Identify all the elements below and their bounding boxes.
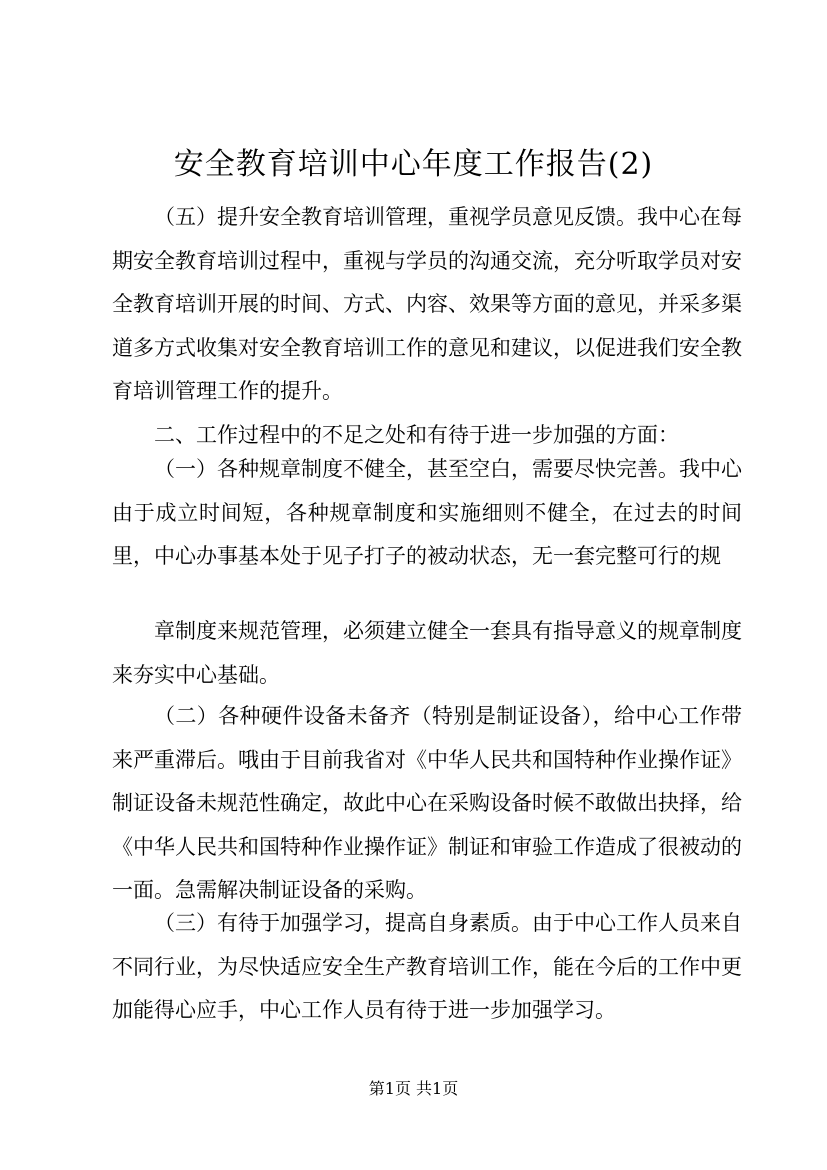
paragraph-strengthen-learning: （三）有待于加强学习，提高自身素质。由于中心工作人员来自不同行业，为尽快适应安全生产教育培训工作，能在今后的工作中更加能得心应手，中心工作人员有待于进一步加强学习。 bbox=[112, 911, 742, 1022]
paragraph-hardware-equipment: （二）各种硬件设备未备齐（特别是制证设备），给中心工作带来严重滞后。哦由于目前我省对《中华人民共和国特种作业操作证》制证设备未规范性确定，故此中心在采购设备时候不敢做出抉择，给《中华人民共和国特种作业操作证》制证和审验工作造成了很被动的一面。急需解决制证设备的采购。 bbox=[112, 704, 742, 902]
paragraph-improve-management: （五）提升安全教育培训管理，重视学员意见反馈。我中心在每期安全教育培训过程中，重视与学员的沟通交流，充分听取学员对安全教育培训开展的时间、方式、内容、效果等方面的意见，并采多渠道多方式收集对安全教育培训工作的意见和建议，以促进我们安全教育培训管理工作的提升。 bbox=[112, 205, 742, 403]
section-heading-shortcomings: 二、工作过程中的不足之处和有待于进一步加强的方面： bbox=[154, 423, 679, 447]
paragraph-rules-continued: 章制度来规范管理，必须建立健全一套具有指导意义的规章制度来夯实中心基础。 bbox=[112, 619, 742, 687]
document-title: 安全教育培训中心年度工作报告(2) bbox=[173, 147, 654, 182]
paragraph-rules-incomplete: （一）各种规章制度不健全，甚至空白，需要尽快完善。我中心由于成立时间短，各种规章制度和实施细则不健全，在过去的时间里，中心办事基本处于见子打子的被动状态，无一套完整可行的规 bbox=[112, 457, 742, 568]
page-footer: 第1页 共1页 bbox=[368, 1079, 459, 1098]
